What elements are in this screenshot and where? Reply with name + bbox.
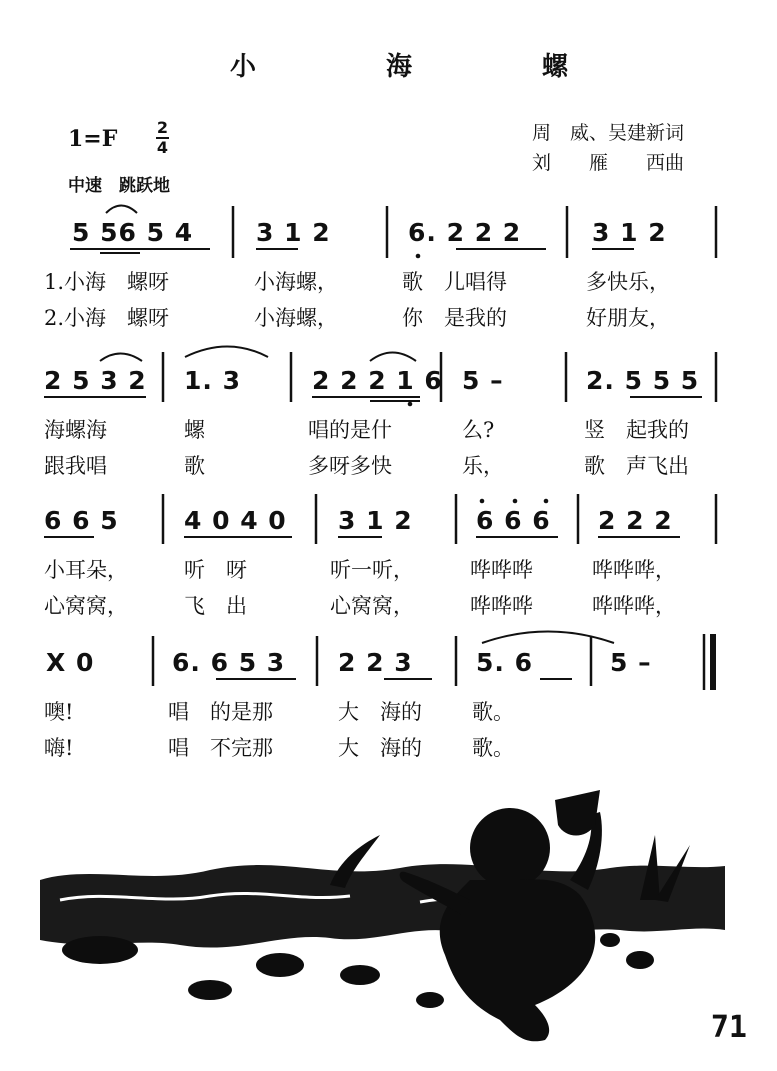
composer-credit: 刘 雁 西曲	[532, 152, 685, 174]
lyricist-credit: 周 威、吴建新词	[532, 122, 685, 144]
lyric-4-1-3: 大 海的	[338, 700, 422, 724]
measure-2-1: 2 5 3 2	[44, 366, 147, 395]
lyric-4-2-1: 嗨!	[44, 736, 74, 760]
lyric-3-2-2: 飞 出	[184, 594, 247, 618]
lyric-4-1-2: 唱 的是那	[168, 700, 273, 724]
lyric-2-1-5: 竖 起我的	[584, 418, 689, 442]
beam-underlines	[44, 249, 702, 679]
lyric-4-2-3: 大 海的	[338, 736, 422, 760]
lyric-2-1-1: 海螺海	[44, 418, 107, 442]
measure-1-3: 6. 2 2 2	[408, 218, 522, 247]
lyric-1-1-2: 小海螺，	[254, 270, 338, 294]
lyric-2-1-4: 么?	[462, 418, 495, 442]
lyric-4-1-4: 歌。	[472, 700, 514, 724]
lyric-3-1-4: 哗哗哗	[470, 558, 533, 582]
lyric-1-2-3: 你 是我的	[402, 306, 507, 330]
lyric-4-2-4: 歌。	[472, 736, 514, 760]
lyric-2-2-5: 歌 声飞出	[584, 454, 689, 478]
lyric-2-2-4: 乐，	[462, 454, 504, 478]
lyric-1-2-2: 小海螺，	[254, 306, 338, 330]
measure-1-1: 5 56 5 4	[72, 218, 194, 247]
measure-3-3: 3 1 2	[338, 506, 413, 535]
lyric-2-2-1: 跟我唱	[44, 454, 107, 478]
measure-2-3: 2 2 2 1 6	[312, 366, 443, 395]
lyric-2-2-2: 歌	[184, 454, 205, 478]
lyric-3-1-1: 小耳朵，	[44, 558, 128, 582]
lyric-3-1-5: 哗哗哗，	[592, 558, 676, 582]
lyric-2-1-3: 唱的是什	[308, 418, 392, 442]
time-signature-bottom: 4	[156, 138, 169, 157]
lyric-3-2-4: 哗哗哗	[470, 594, 533, 618]
lyric-1-2-1: 2.小海 螺呀	[44, 306, 170, 330]
song-title: 小 海 螺	[230, 52, 621, 82]
measure-1-4: 3 1 2	[592, 218, 667, 247]
lyric-1-1-3: 歌 儿唱得	[402, 270, 507, 294]
measure-4-2: 6. 6 5 3	[172, 648, 286, 677]
lyric-3-2-3: 心窝窝，	[330, 594, 414, 618]
measure-4-5: 5 –	[610, 648, 652, 677]
lyric-3-1-3: 听一听，	[330, 558, 414, 582]
measure-1-2: 3 1 2	[256, 218, 331, 247]
lyric-2-2-3: 多呀多快	[308, 454, 392, 478]
lyric-4-1-1: 噢!	[44, 700, 74, 724]
lyric-3-1-2: 听 呀	[184, 558, 247, 582]
measure-4-4: 5. 6	[476, 648, 533, 677]
lyric-1-1-4: 多快乐，	[586, 270, 670, 294]
measure-3-2: 4 0 4 0	[184, 506, 287, 535]
lyric-1-2-4: 好朋友，	[586, 306, 670, 330]
measure-2-5: 2. 5 5 5	[586, 366, 700, 395]
lyric-3-2-5: 哗哗哗，	[592, 594, 676, 618]
measure-3-5: 2 2 2	[598, 506, 673, 535]
measure-4-3: 2 2 3	[338, 648, 413, 677]
lyric-1-1-1: 1.小海 螺呀	[44, 270, 170, 294]
slurs	[100, 206, 614, 644]
child-silhouette-illustration	[40, 790, 725, 1041]
measure-2-4: 5 –	[462, 366, 504, 395]
lyric-2-1-2: 螺	[184, 418, 205, 442]
time-signature-top: 2	[156, 118, 169, 137]
lyric-4-2-2: 唱 不完那	[168, 736, 273, 760]
measure-4-1: X 0	[46, 648, 95, 677]
page-number: 71	[710, 1010, 747, 1045]
measure-3-1: 6 6 5	[44, 506, 119, 535]
octave-dots	[408, 254, 549, 504]
measure-2-2: 1. 3	[184, 366, 241, 395]
key-signature: 1=F	[68, 126, 118, 152]
bar-lines	[153, 206, 716, 690]
tempo-marking: 中速 跳跃地	[68, 176, 170, 196]
lyric-3-2-1: 心窝窝，	[44, 594, 128, 618]
measure-3-4: 6 6 6	[476, 506, 551, 535]
